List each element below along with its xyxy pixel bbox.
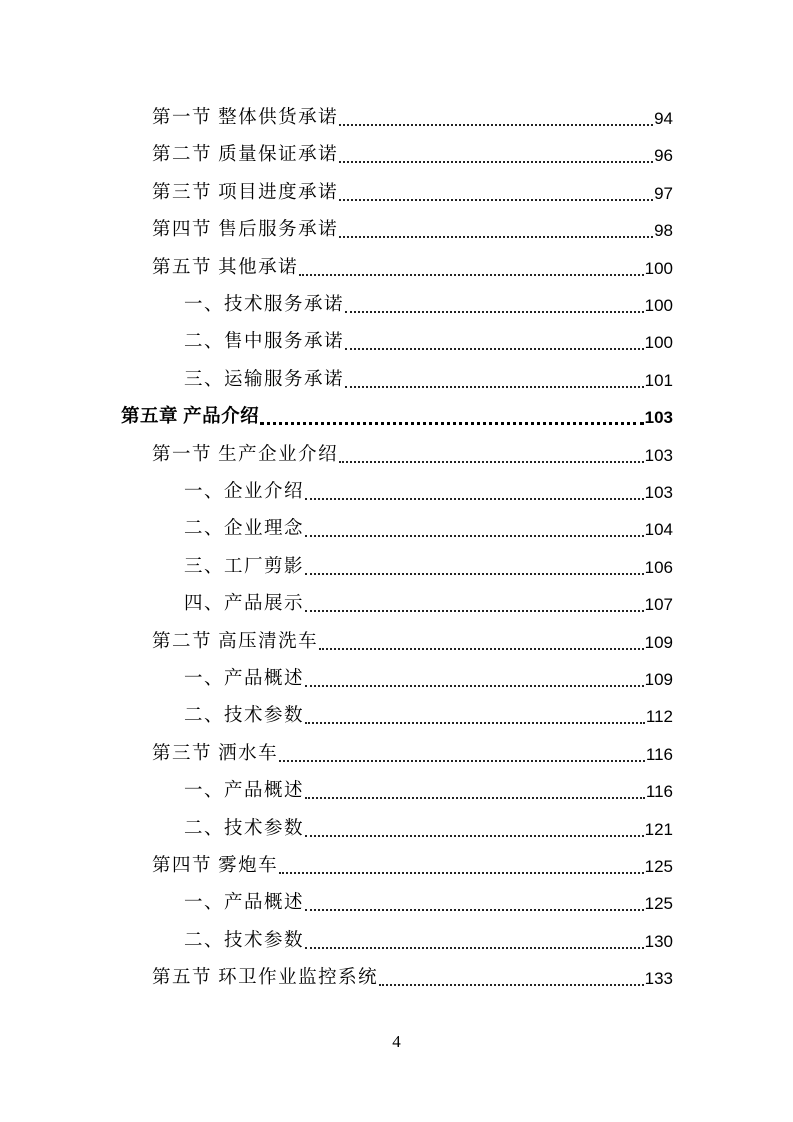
dot-leader [305, 811, 644, 848]
toc-entry[interactable] [152, 624, 673, 661]
toc-entry[interactable] [184, 661, 673, 698]
dot-leader [299, 250, 643, 287]
dot-leader [319, 624, 643, 661]
dot-leader [279, 736, 645, 773]
toc-entry-label: 第二节 高压清洗车 [152, 631, 319, 652]
dot-leader [379, 960, 643, 997]
toc-entry-page: 125 [644, 857, 673, 876]
toc-entry-label: 第五章 产品介绍 [121, 407, 260, 428]
toc-entry-label: 一、产品概述 [184, 893, 305, 914]
toc-entry-label: 三、运输服务承诺 [184, 369, 345, 390]
toc-entry-page: 109 [644, 670, 673, 689]
toc-entry[interactable] [184, 549, 673, 586]
toc-entry-label: 第二节 质量保证承诺 [152, 145, 339, 166]
dot-leader [339, 212, 653, 249]
toc-entry[interactable] [152, 175, 673, 212]
toc-entry-label: 第五节 其他承诺 [152, 257, 299, 278]
toc-entry-label: 三、工厂剪影 [184, 556, 305, 577]
toc-entry[interactable] [184, 811, 673, 848]
toc-entry-label: 二、售中服务承诺 [184, 332, 345, 353]
dot-leader [305, 474, 644, 511]
toc-entry[interactable] [184, 773, 673, 810]
toc-entry[interactable] [152, 736, 673, 773]
toc-entry[interactable] [184, 511, 673, 548]
toc-entry-page: 103 [644, 483, 673, 502]
toc-entry-page: 101 [644, 370, 673, 390]
dot-leader [345, 362, 644, 399]
toc-entry-page: 100 [644, 296, 673, 315]
toc-entry-label: 一、产品概述 [184, 669, 305, 689]
toc-entry-label: 第一节 生产企业介绍 [152, 444, 339, 465]
toc-entry-page: 104 [644, 520, 673, 540]
toc-entry-page: 125 [644, 894, 673, 914]
toc-entry[interactable] [184, 362, 673, 399]
toc-entry[interactable] [152, 212, 673, 249]
toc-entry-label: 一、企业介绍 [184, 482, 305, 502]
toc-entry-label: 第五节 环卫作业监控系统 [152, 968, 379, 989]
toc-entry-page: 103 [644, 408, 673, 428]
dot-leader [339, 437, 643, 474]
dot-leader [305, 586, 644, 623]
dot-leader [305, 773, 645, 810]
toc-entry-label: 第三节 洒水车 [152, 743, 279, 764]
toc-entry-page: 107 [644, 595, 673, 615]
toc-entry-page: 98 [654, 221, 673, 241]
toc-entry-page: 96 [654, 146, 673, 166]
toc-entry-label: 二、技术参数 [184, 818, 305, 839]
toc-entry[interactable] [152, 137, 673, 174]
dot-leader [305, 661, 644, 698]
toc-entry-page: 121 [644, 819, 673, 839]
toc-entry[interactable] [184, 923, 673, 960]
toc-entry-page: 100 [644, 333, 673, 353]
toc-entry-label: 一、技术服务承诺 [184, 295, 345, 315]
toc-entry-label: 第三节 项目进度承诺 [152, 182, 339, 203]
toc-entry-label: 第四节 售后服务承诺 [152, 220, 339, 241]
dot-leader [305, 549, 644, 586]
toc-entry-label: 二、企业理念 [184, 519, 305, 540]
toc-entry-page: 116 [645, 744, 673, 764]
toc-entry[interactable] [152, 437, 673, 474]
toc-entry[interactable] [184, 287, 673, 324]
dot-leader [305, 511, 644, 548]
toc-entry-label: 二、技术参数 [184, 930, 305, 951]
dot-leader [305, 885, 644, 922]
toc-entry-label: 一、产品概述 [184, 781, 305, 802]
toc-entry-page: 130 [644, 931, 673, 951]
toc-entry[interactable] [152, 960, 673, 997]
toc-entry-page: 103 [644, 445, 673, 465]
dot-leader [305, 923, 644, 960]
toc-entry[interactable] [184, 324, 673, 361]
dot-leader [345, 287, 644, 324]
toc-entry-page: 94 [654, 109, 673, 128]
toc-entry-page: 106 [644, 557, 673, 577]
toc-entry[interactable] [152, 250, 673, 287]
dot-leader [339, 100, 653, 137]
toc-entry-page: 112 [645, 707, 673, 727]
dot-leader [305, 698, 645, 735]
toc-entry-page: 133 [644, 969, 673, 989]
toc-entry-page: 100 [644, 258, 673, 278]
page-number: 4 [392, 1032, 401, 1051]
toc-chapter-entry[interactable] [121, 399, 673, 436]
dot-leader [339, 137, 653, 174]
toc-entry-page: 116 [645, 782, 673, 802]
toc-entry-label: 第一节 整体供货承诺 [152, 108, 339, 128]
toc-entry[interactable] [152, 100, 673, 137]
dot-leader [279, 848, 643, 885]
toc-entry-label: 第四节 雾炮车 [152, 856, 279, 876]
dot-leader [339, 175, 653, 212]
toc-entry[interactable] [184, 474, 673, 511]
toc-entry[interactable] [184, 885, 673, 922]
toc-entry-page: 97 [654, 183, 673, 203]
toc-entry[interactable] [184, 586, 673, 623]
toc-entry-label: 二、技术参数 [184, 706, 305, 727]
toc-entry[interactable] [184, 698, 673, 735]
toc-entry-label: 四、产品展示 [184, 594, 305, 615]
toc-entry-page: 109 [644, 632, 673, 652]
dot-leader [345, 324, 644, 361]
dot-leader [260, 399, 643, 436]
toc-entry[interactable] [152, 848, 673, 885]
